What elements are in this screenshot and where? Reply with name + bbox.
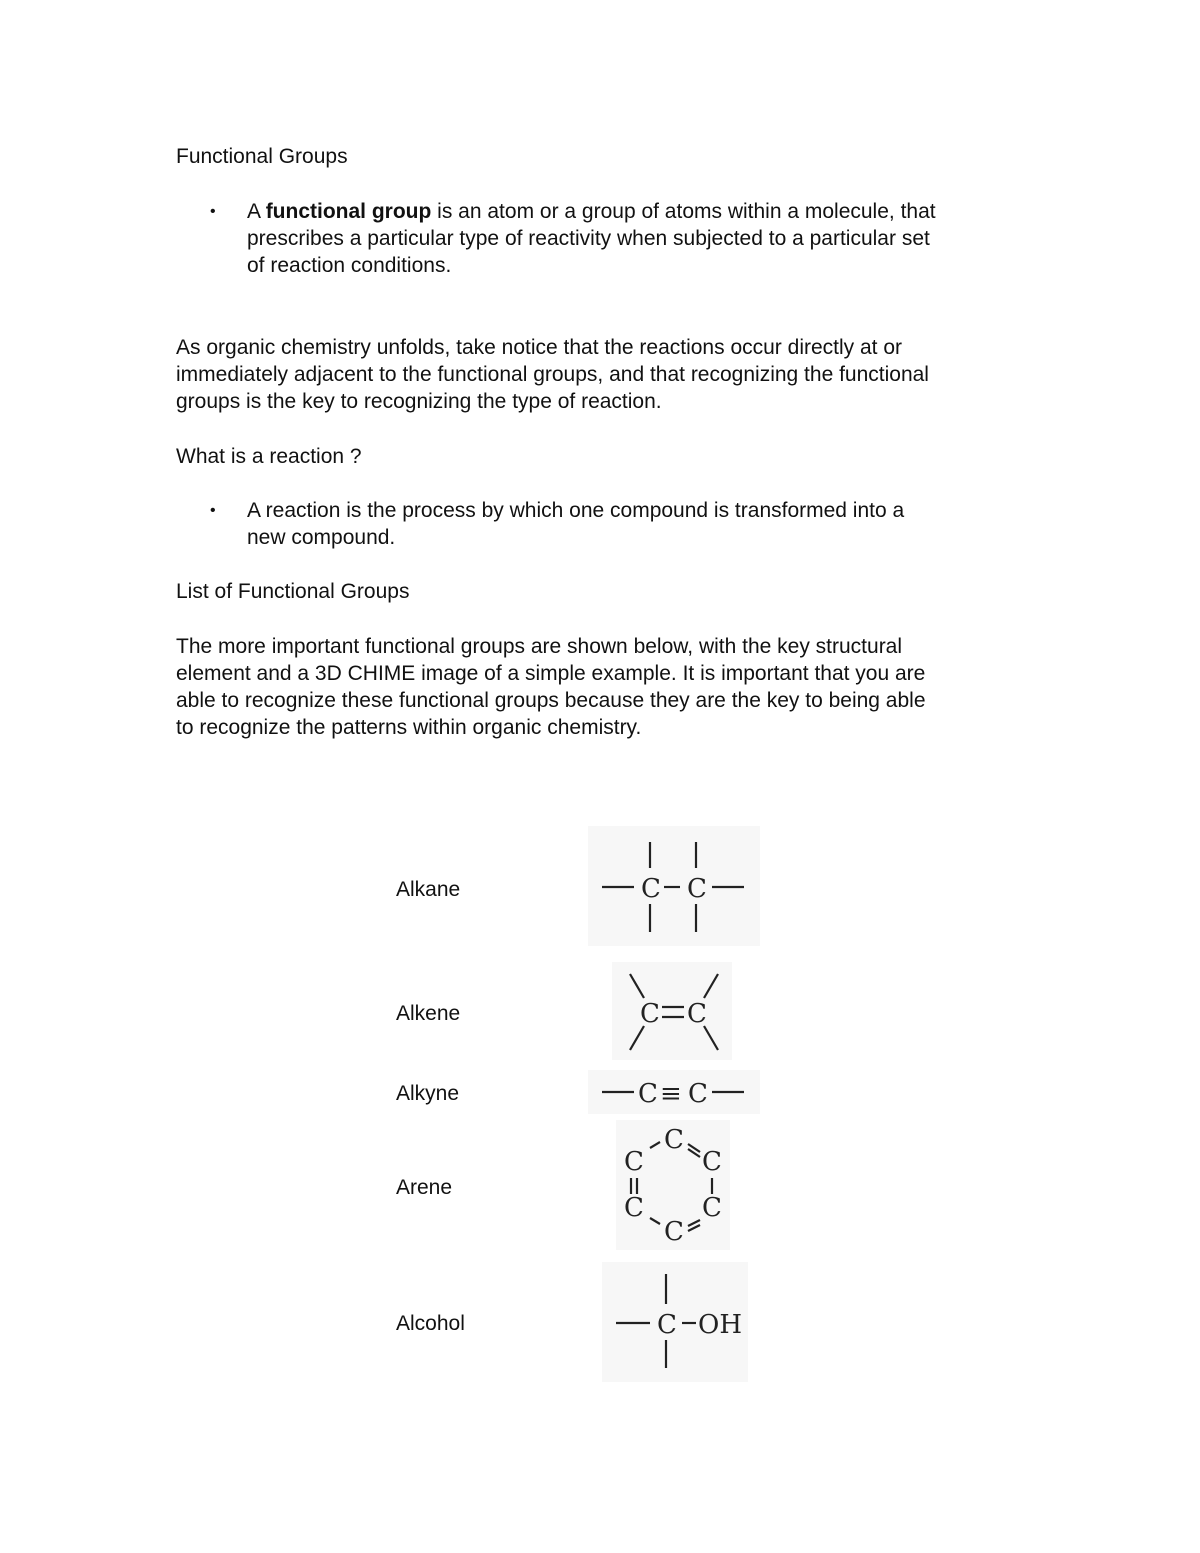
reaction-text: A reaction is the process by which one compound is transformed into a new compound. xyxy=(247,499,905,549)
atom-label: C xyxy=(687,999,707,1029)
question-heading: What is a reaction ? xyxy=(176,445,362,468)
bold-term: functional group xyxy=(265,200,432,223)
group-label-alkyne: Alkyne xyxy=(396,1082,460,1105)
atom-label: C xyxy=(657,1310,677,1340)
atom-label: C xyxy=(638,1079,658,1109)
group-label-alkane: Alkane xyxy=(396,878,461,901)
bullet-glyph: • xyxy=(210,203,216,220)
group-label-alkene: Alkene xyxy=(396,1002,461,1025)
alkane-structure xyxy=(588,826,760,946)
alcohol-structure xyxy=(602,1262,748,1382)
group-label-alcohol: Alcohol xyxy=(396,1312,465,1335)
atom-label: C xyxy=(688,1079,708,1109)
bullet-glyph: • xyxy=(210,502,216,519)
section-title: Functional Groups xyxy=(176,145,348,168)
intro-paragraph: As organic chemistry unfolds, take notice that the reactions occur directly at or immediately adjacent to the functional groups, and that recognizing the functional groups is the key to recognizing the type of reaction. xyxy=(176,336,929,413)
definition-text: A functional group is an atom or a group of atoms within a molecule, that prescribes a particular type of reactivity when subjected to a particular set of reaction conditions. xyxy=(247,200,936,277)
hydroxyl-label: OH xyxy=(698,1310,742,1340)
atom-label: C xyxy=(702,1193,722,1223)
atom-label: C xyxy=(664,1125,684,1155)
alkene-structure xyxy=(612,962,732,1060)
list-heading: List of Functional Groups xyxy=(176,580,410,603)
group-label-arene: Arene xyxy=(396,1176,453,1199)
atom-label: C xyxy=(624,1147,644,1177)
atom-label: C xyxy=(702,1147,722,1177)
alkyne-structure xyxy=(588,1070,760,1114)
triple-bond: ≡ xyxy=(660,1079,682,1109)
atom-label: C xyxy=(641,874,661,904)
atom-label: C xyxy=(687,874,707,904)
arene-structure xyxy=(616,1120,730,1250)
atom-label: C xyxy=(664,1217,684,1247)
atom-label: C xyxy=(640,999,660,1029)
atom-label: C xyxy=(624,1193,644,1223)
groups-paragraph: The more important functional groups are shown below, with the key structural element and a 3D CHIME image of a simple example. It is important that you are able to recognize these functional groups because they are the key to being able to recognize the patterns within organic chemistry. xyxy=(176,635,926,739)
